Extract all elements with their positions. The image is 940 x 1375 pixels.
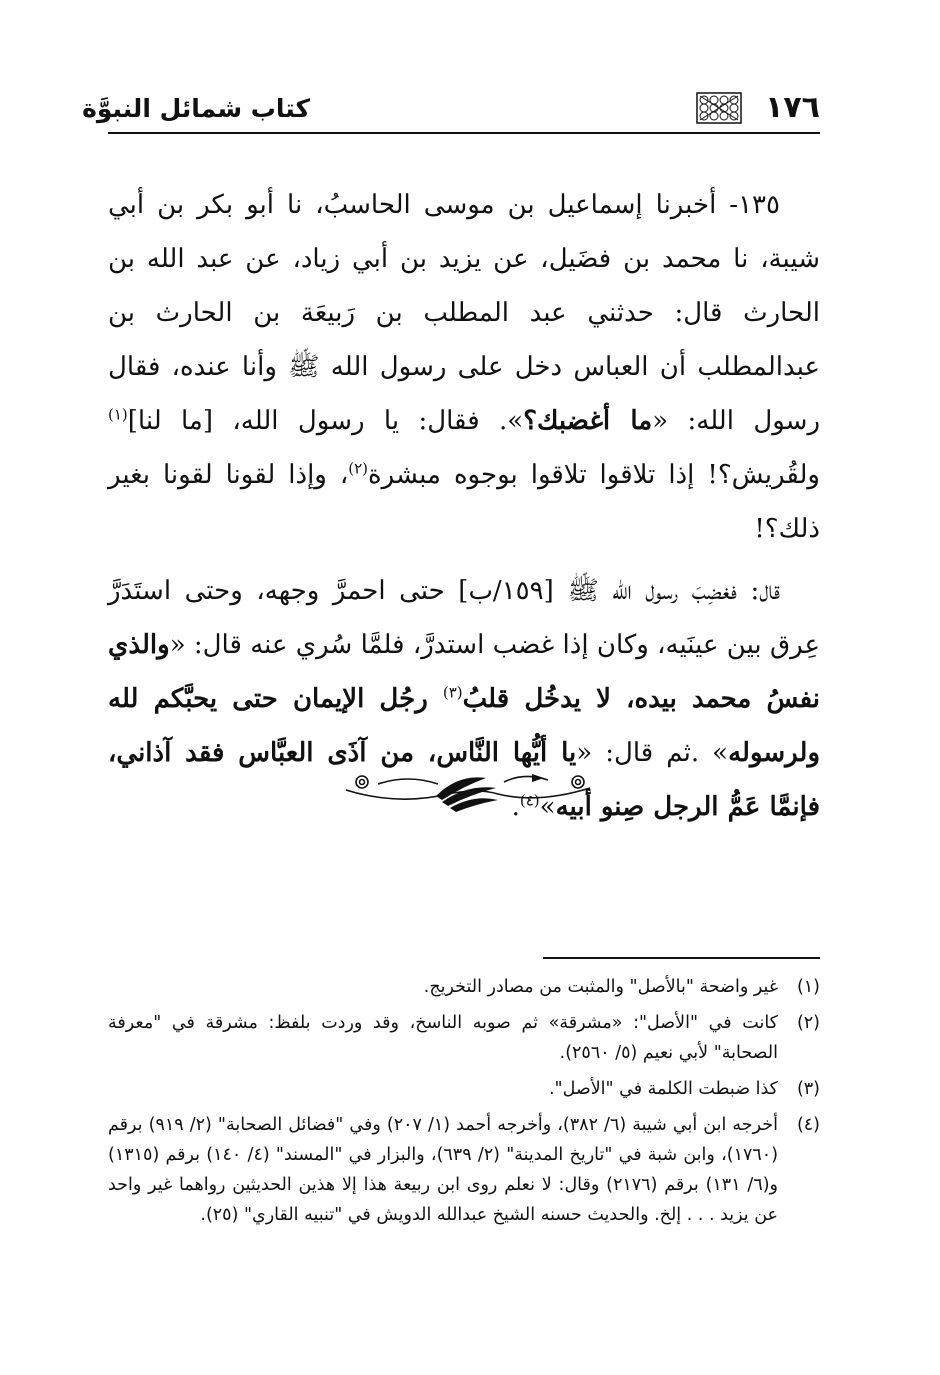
paragraph-1 xyxy=(108,178,820,556)
footnote-text: أخرجه ابن أبي شيبة (٦/ ٣٨٢)، وأخرجه أحمد (١/ ٢٠٧) وفي "فضائل الصحابة" (٢/ ٩١٩) برقم (١٧٦٠)، وابن شبة في "تاريخ المدينة" (٢/ ٦٣٩)، والبزار في "المسند" (٤/ ١٤٠) برقم (١٣١٥) و(٦/ ١٣١) برقم (٢١٧٦) وقال: لا نعلم روى ابن ربيعة هذا إلا هذين الحديثين رواهما غير واحد عن يزيد . . . إلخ. والحديث حسنه الشيخ عبدالله الدويش في "تنبيه القاري" (٢٥). xyxy=(108,1115,779,1225)
bold-quote: ما أغضبك؟ xyxy=(523,406,653,436)
ornament-icon xyxy=(696,92,742,124)
footnote-number: (٢) xyxy=(796,1013,820,1033)
running-head xyxy=(82,88,820,138)
footnote-number: (٤) xyxy=(796,1115,820,1135)
footnote-text: كانت في "الأصل": «مشرقة» ثم صوبه الناسخ، وقد وردت بلفظ: مشرقة في "معرفة الصحابة" لأبي نعيم (٥/ ٢٥٦٠). xyxy=(108,1013,778,1063)
footnote-3 xyxy=(108,1074,820,1104)
hadith-text xyxy=(108,178,820,834)
text-run: ١٣٥- أخبرنا إسماعيل بن موسى الحاسبُ، نا أبو بكر بن أبي شيبة، نا محمد بن فضَيل، عن يزيد بن أبي زياد، عن عبد الله بن الحارث قال: حدثني عبد المطلب بن رَبيعَة بن الحارث بن عبدالمطلب أن العباس دخل على رسول الله ﷺ وأنا عنده، فقال رسول الله: « xyxy=(108,190,820,436)
footnote-number: (١) xyxy=(796,977,820,997)
text-run: ، وإذا لقونا لقونا بغير ذلك؟! xyxy=(108,460,820,544)
footnote-2 xyxy=(108,1008,820,1068)
text-run: ولقُريش؟! إذا تلاقوا تلاقوا بوجوه مبشرة xyxy=(368,460,820,490)
bold-quote: يا أيُّها النَّاس، من آذَى العبَّاس فقد آذاني، فإنمَّا عَمُّ الرجل صِنو أبيه xyxy=(108,738,820,822)
bold-quote: والذي نفسُ محمد بيده، لا يدخُل قلبُ xyxy=(108,630,820,714)
footnote-text: كذا ضبطت الكلمة في "الأصل". xyxy=(548,1079,778,1099)
text-run: » .ثم قال: « xyxy=(576,738,729,768)
footnote-ref-1[interactable]: (١) xyxy=(108,405,128,424)
footnote-number: (٣) xyxy=(796,1079,820,1099)
footnote-ref-2[interactable]: (٢) xyxy=(348,459,369,478)
text-run: ». فقال: يا رسول الله، [ما لنا] xyxy=(127,406,524,436)
footnote-ref-3[interactable]: (٣) xyxy=(442,683,463,702)
bold-quote: رجُل الإيمان حتى يحبَّكم لله ولرسوله xyxy=(108,684,820,768)
page-number: ١٧٦ xyxy=(765,90,820,125)
footnote-ref-4[interactable]: (٤) xyxy=(519,791,540,810)
text-run: قال: فغضِبَ رسول الله ﷺ [١٥٩/ب] حتى احمرَّ وجهه، وحتى استَدَرَّ عِرق بين عينَيه، وكان إذا غضب استدرَّ، فلمَّا سُري عنه قال: « xyxy=(108,576,820,660)
footnote-text: غير واضحة "بالأصل" والمثبت من مصادر التخريج. xyxy=(423,977,778,997)
text-run: . xyxy=(511,792,520,822)
section-divider-ornament xyxy=(338,760,598,820)
footnote-1 xyxy=(108,972,820,1002)
footnote-separator xyxy=(543,957,820,959)
header-rule xyxy=(108,132,820,134)
footnote-4 xyxy=(108,1110,820,1230)
book-title: كتاب شمائل النبوَّة xyxy=(82,94,310,123)
text-run: » xyxy=(539,792,556,822)
footnotes xyxy=(108,972,820,1236)
